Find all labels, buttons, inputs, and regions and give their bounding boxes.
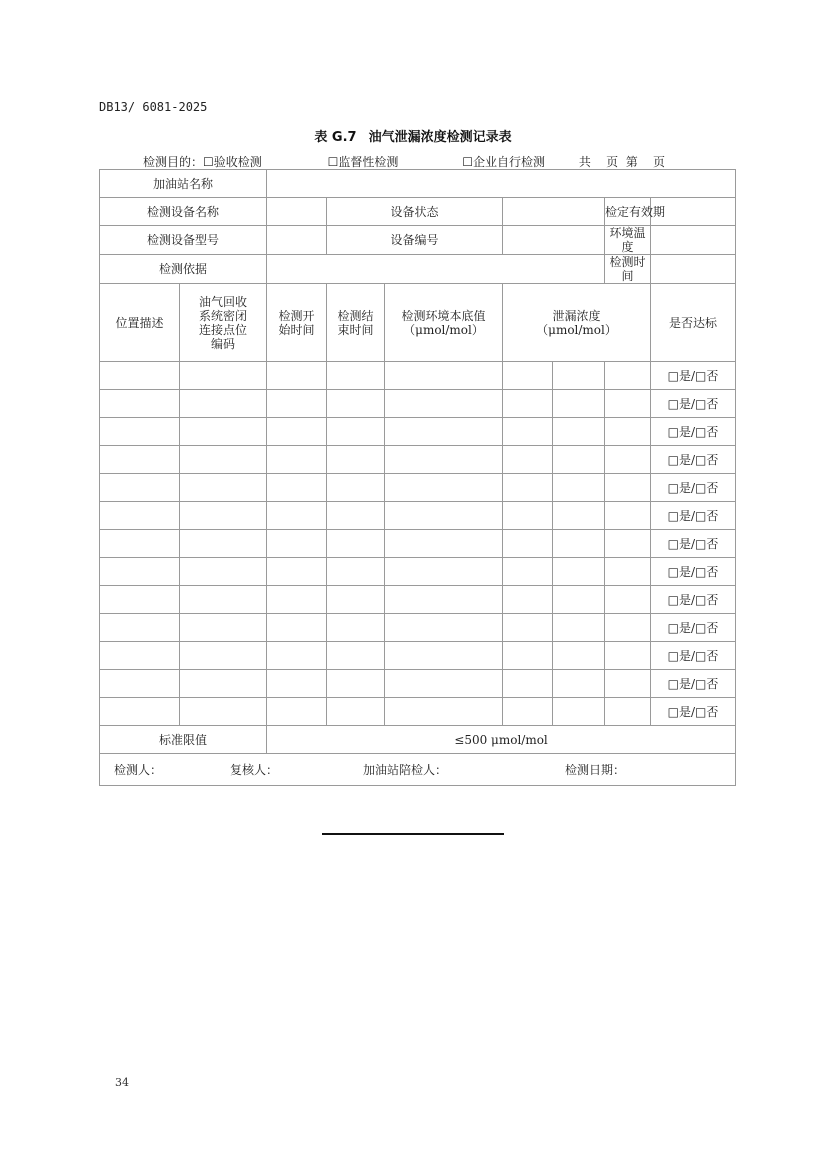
table-title [0,126,826,145]
table-cell[interactable] [100,474,180,502]
table-cell[interactable] [385,558,503,586]
col-point-code [180,284,267,362]
info-row-device [100,198,736,226]
limit-label: 标准限值 [100,726,267,754]
table-cell[interactable] [605,698,651,726]
table-cell[interactable] [327,390,385,418]
test-time-value[interactable] [651,255,736,284]
table-cell[interactable] [327,446,385,474]
checkbox-acceptance[interactable]: ☐ [203,155,214,169]
table-row [100,474,736,502]
table-cell[interactable] [605,642,651,670]
signature-row [100,754,736,786]
option-supervisory: 监督性检测 [338,155,399,169]
col-leak-line1: 泄漏浓度 [552,308,601,323]
table-cell[interactable] [180,642,267,670]
valid-period-label: 检定有效期 [605,198,651,226]
info-row-model [100,226,736,255]
col-end-time-line2: 束时间 [337,322,374,337]
table-cell[interactable] [180,362,267,390]
table-cell[interactable] [180,698,267,726]
col-start-time-line1: 检测开 [278,308,315,323]
device-name-label: 检测设备名称 [100,198,267,226]
compliance-choice[interactable]: □是/□否 [651,586,736,614]
test-time-label: 检测时间 [605,255,651,284]
table-cell[interactable] [180,586,267,614]
table-cell[interactable] [267,614,327,642]
table-cell[interactable] [100,502,180,530]
compliance-choice[interactable]: □是/□否 [651,614,736,642]
table-cell[interactable] [385,502,503,530]
env-temp-label: 环境温度 [605,226,651,255]
table-cell[interactable] [180,418,267,446]
table-cell[interactable] [605,502,651,530]
column-header-row [100,284,736,362]
table-cell[interactable] [267,390,327,418]
table-title-text: 油气泄漏浓度检测记录表 [368,130,512,145]
purpose-label: 检测目的： [143,155,204,169]
compliance-choice[interactable]: □是/□否 [651,362,736,390]
table-cell[interactable] [553,418,605,446]
table-cell[interactable] [327,530,385,558]
table-cell[interactable] [100,586,180,614]
table-cell[interactable] [553,614,605,642]
option-self-check: 企业自行检测 [473,155,546,169]
table-cell[interactable] [327,502,385,530]
col-leak-line2: （μmol/mol） [536,322,617,337]
table-cell[interactable] [267,502,327,530]
table-row [100,418,736,446]
table-cell[interactable] [100,390,180,418]
tester-label: 检测人： [114,762,163,777]
table-cell[interactable] [327,670,385,698]
date-label: 检测日期： [565,762,626,777]
compliance-choice[interactable]: □是/□否 [651,642,736,670]
col-leak-concentration [503,284,651,362]
table-cell[interactable] [327,698,385,726]
info-row-basis [100,255,736,284]
col-point-code-line1: 油气回收 [199,294,248,309]
signature-cell [100,754,736,786]
table-cell[interactable] [267,586,327,614]
compliance-choice[interactable]: □是/□否 [651,446,736,474]
table-cell[interactable] [100,670,180,698]
compliance-choice[interactable]: □是/□否 [651,474,736,502]
accompany-label: 加油站陪检人： [363,762,448,777]
table-cell[interactable] [553,558,605,586]
table-cell[interactable] [503,418,553,446]
basis-value[interactable] [267,255,605,284]
table-cell[interactable] [553,474,605,502]
standard-code: DB13/ 6081-2025 [99,100,208,114]
table-cell[interactable] [327,586,385,614]
table-cell[interactable] [503,474,553,502]
table-cell[interactable] [180,558,267,586]
table-cell[interactable] [553,502,605,530]
compliance-choice[interactable]: □是/□否 [651,698,736,726]
table-cell[interactable] [100,446,180,474]
table-row [100,670,736,698]
table-cell[interactable] [267,670,327,698]
record-table [99,169,736,786]
table-cell[interactable] [180,530,267,558]
table-cell[interactable] [503,670,553,698]
purpose-line [143,153,703,170]
table-cell[interactable] [385,698,503,726]
table-cell[interactable] [605,530,651,558]
table-cell[interactable] [100,362,180,390]
table-cell[interactable] [503,362,553,390]
compliance-choice[interactable]: □是/□否 [651,418,736,446]
table-cell[interactable] [503,586,553,614]
table-cell[interactable] [267,698,327,726]
table-cell[interactable] [327,642,385,670]
col-position: 位置描述 [100,284,180,362]
table-cell[interactable] [605,446,651,474]
page-count: 共 页 第 页 [578,155,665,169]
table-cell[interactable] [503,502,553,530]
table-cell[interactable] [605,474,651,502]
table-cell[interactable] [385,362,503,390]
checkbox-self-check[interactable]: ☐ [462,155,473,169]
table-cell[interactable] [553,446,605,474]
table-cell[interactable] [327,614,385,642]
table-cell[interactable] [100,642,180,670]
device-model-label: 检测设备型号 [100,226,267,255]
table-row [100,530,736,558]
table-cell[interactable] [385,474,503,502]
table-cell[interactable] [385,614,503,642]
table-cell[interactable] [553,642,605,670]
table-cell[interactable] [180,446,267,474]
device-number-value[interactable] [503,226,605,255]
table-cell[interactable] [385,390,503,418]
table-cell[interactable] [267,418,327,446]
table-cell[interactable] [605,586,651,614]
table-cell[interactable] [100,614,180,642]
table-row [100,558,736,586]
table-cell[interactable] [100,418,180,446]
table-cell[interactable] [503,698,553,726]
table-cell[interactable] [267,558,327,586]
col-end-time-line1: 检测结 [337,308,374,323]
table-cell[interactable] [327,474,385,502]
station-name-label: 加油站名称 [100,170,267,198]
compliance-choice[interactable]: □是/□否 [651,530,736,558]
col-compliance: 是否达标 [651,284,736,362]
device-name-value[interactable] [267,198,327,226]
table-cell[interactable] [267,474,327,502]
limit-value: ≤500 μmol/mol [267,726,736,754]
table-cell[interactable] [553,362,605,390]
table-cell[interactable] [605,390,651,418]
table-cell[interactable] [267,446,327,474]
table-cell[interactable] [180,502,267,530]
table-cell[interactable] [553,670,605,698]
col-end-time [327,284,385,362]
table-cell[interactable] [605,558,651,586]
limit-row [100,726,736,754]
table-cell[interactable] [503,530,553,558]
table-cell[interactable] [327,362,385,390]
table-cell[interactable] [100,558,180,586]
table-row [100,698,736,726]
table-row [100,642,736,670]
table-cell[interactable] [385,642,503,670]
col-point-code-line4: 编码 [211,336,236,351]
col-background [385,284,503,362]
col-background-line2: （μmol/mol） [403,322,484,337]
table-row [100,502,736,530]
table-number: 表 G.7 [314,130,357,145]
device-status-value[interactable] [503,198,605,226]
table-cell[interactable] [503,446,553,474]
device-number-label: 设备编号 [327,226,503,255]
table-row [100,614,736,642]
table-cell[interactable] [180,670,267,698]
table-cell[interactable] [100,530,180,558]
basis-label: 检测依据 [100,255,267,284]
table-cell[interactable] [100,698,180,726]
device-model-value[interactable] [267,226,327,255]
info-row-station [100,170,736,198]
table-cell[interactable] [605,670,651,698]
env-temp-value[interactable] [651,226,736,255]
table-cell[interactable] [503,390,553,418]
checkbox-supervisory[interactable]: ☐ [327,155,339,169]
table-cell[interactable] [503,642,553,670]
data-rows [100,362,736,726]
table-cell[interactable] [605,418,651,446]
table-cell[interactable] [385,446,503,474]
table-row [100,390,736,418]
col-start-time-line2: 始时间 [278,322,315,337]
table-cell[interactable] [180,390,267,418]
page-number: 34 [115,1076,129,1089]
col-start-time [267,284,327,362]
table-cell[interactable] [605,362,651,390]
table-cell[interactable] [503,558,553,586]
table-cell[interactable] [267,530,327,558]
compliance-choice[interactable]: □是/□否 [651,670,736,698]
table-row [100,362,736,390]
table-cell[interactable] [553,530,605,558]
table-cell[interactable] [503,614,553,642]
option-acceptance: 验收检测 [213,155,262,169]
compliance-choice[interactable]: □是/□否 [651,502,736,530]
table-row [100,586,736,614]
compliance-choice[interactable]: □是/□否 [651,558,736,586]
table-cell[interactable] [385,670,503,698]
table-cell[interactable] [553,390,605,418]
table-cell[interactable] [180,474,267,502]
table-cell[interactable] [267,362,327,390]
table-cell[interactable] [327,558,385,586]
table-cell[interactable] [385,586,503,614]
table-cell[interactable] [553,586,605,614]
col-background-line1: 检测环境本底值 [401,308,486,323]
device-status-label: 设备状态 [327,198,503,226]
table-cell[interactable] [327,418,385,446]
col-point-code-line2: 系统密闭 [199,308,248,323]
table-cell[interactable] [605,614,651,642]
reviewer-label: 复核人： [230,762,279,777]
table-cell[interactable] [385,530,503,558]
station-name-value[interactable] [267,170,736,198]
table-cell[interactable] [385,418,503,446]
table-cell[interactable] [267,642,327,670]
end-rule [322,833,504,835]
col-point-code-line3: 连接点位 [199,322,248,337]
table-cell[interactable] [553,698,605,726]
table-row [100,446,736,474]
table-cell[interactable] [180,614,267,642]
compliance-choice[interactable]: □是/□否 [651,390,736,418]
